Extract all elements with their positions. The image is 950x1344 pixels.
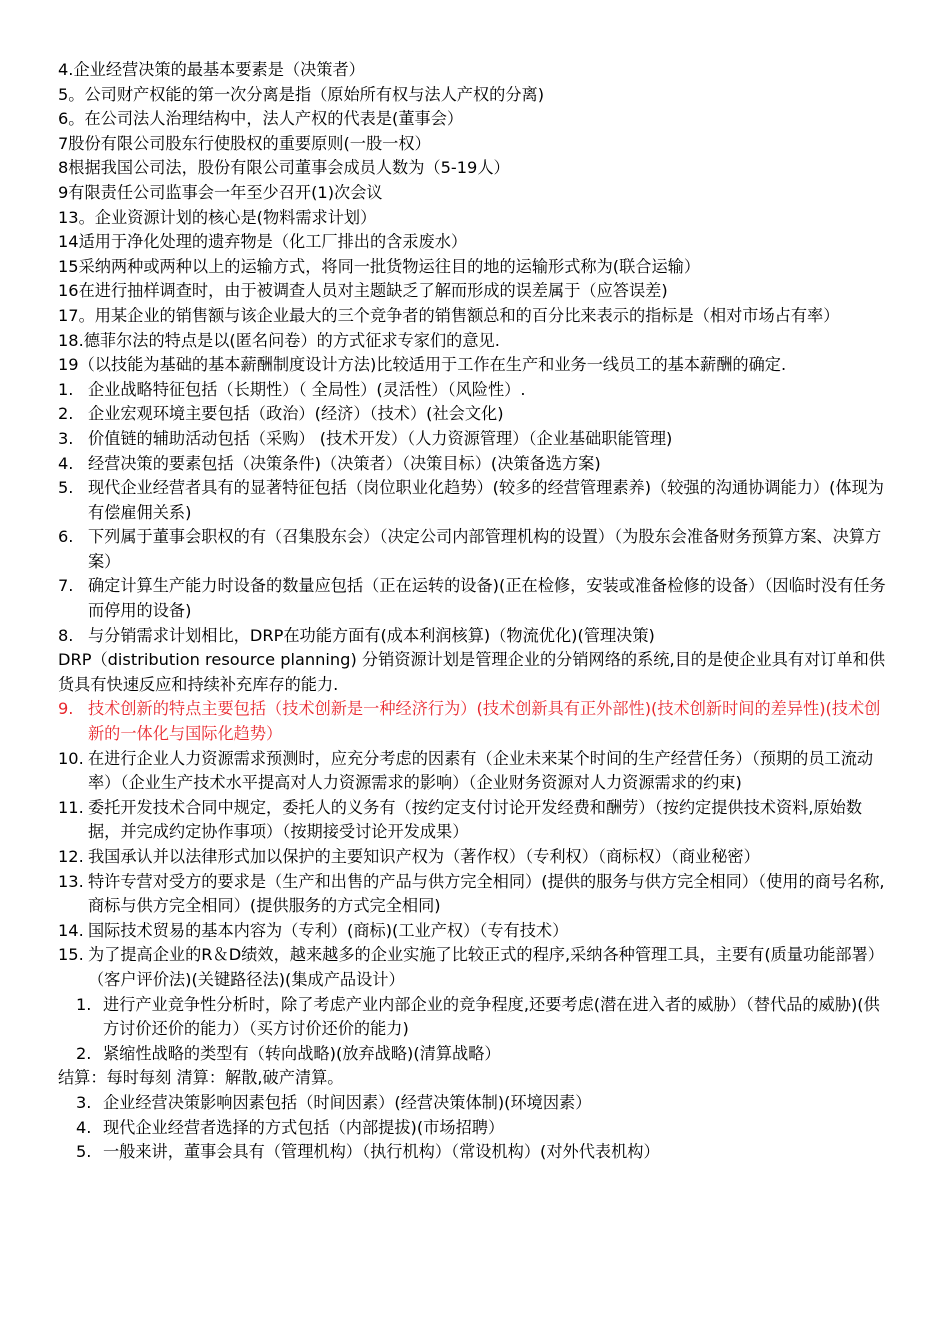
item-number: 9. <box>58 699 74 719</box>
item-number: 1. <box>58 379 74 399</box>
drp-definition: DRP（distribution resource planning) 分销资源计划是管理企业的分销网络的系统,目的是使企业具有对订单和供货具有快速反应和持续补充库存的能力. <box>58 650 886 694</box>
list-item <box>76 1091 894 1116</box>
list-item <box>76 993 894 1042</box>
item-text: 委托开发技术合同中规定，委托人的义务有（按约定支付讨论开发经费和酬劳）（按约定提供技术资料,原始数据，并完成约定协作事项）（按期接受讨论开发成果） <box>88 797 863 842</box>
item-text: 紧缩性战略的类型有（转向战略)(放弃战略)(清算战略） <box>103 1043 501 1063</box>
item-text: 确定计算生产能力时设备的数量应包括（正在运转的设备)(正在检修，安装或准备检修的设备）（因临时没有任务而停用的设备) <box>88 576 886 621</box>
question-line: 9有限责任公司监事会一年至少召开(1)次会议 <box>58 182 383 202</box>
item-number: 4. <box>58 453 74 473</box>
item-number: 14. <box>58 920 84 940</box>
question-line: 17。用某企业的销售额与该企业最大的三个竞争者的销售额总和的百分比来表示的指标是（相对市场占有率） <box>58 305 840 325</box>
question-line: 18.德菲尔法的特点是以(匿名问卷）的方式征求专家们的意见. <box>58 330 500 350</box>
item-number: 2. <box>76 1043 92 1063</box>
list-item <box>58 427 894 452</box>
list-item <box>58 402 894 427</box>
item-text: 在进行企业人力资源需求预测时，应充分考虑的因素有（企业未来某个时间的生产经营任务）（预期的员工流动率）（企业生产技术水平提高对人力资源需求的影响）（企业财务资源对人力资源需求的约束) <box>88 748 874 793</box>
item-text: 企业宏观环境主要包括（政治）(经济）（技术）(社会文化) <box>88 404 504 424</box>
item-number: 10. <box>58 748 84 768</box>
item-number: 5. <box>58 478 74 498</box>
list-item <box>76 1116 894 1141</box>
item-number: 2. <box>58 404 74 424</box>
question-line: 15采纳两种或两种以上的运输方式，将同一批货物运往目的地的运输形式称为(联合运输） <box>58 256 701 276</box>
list-item <box>58 919 894 944</box>
item-text: 我国承认并以法律形式加以保护的主要知识产权为（著作权）（专利权）（商标权）（商业秘密） <box>88 847 760 866</box>
item-number: 11. <box>58 797 84 817</box>
list-item <box>58 943 894 992</box>
list-item <box>58 624 894 649</box>
item-text: 与分销需求计划相比，DRP在功能方面有(成本利润核算)（物流优化)(管理决策) <box>88 625 655 645</box>
list-item <box>58 574 894 623</box>
numbered-list-a <box>58 378 894 649</box>
question-line: 8根据我国公司法，股份有限公司董事会成员人数为（5-19人） <box>58 158 510 178</box>
list-item <box>58 870 894 919</box>
list-item <box>58 747 894 796</box>
item-number: 1. <box>76 994 92 1014</box>
list-item <box>58 525 894 574</box>
document-page <box>58 58 894 1165</box>
item-number: 13. <box>58 871 84 891</box>
settlement-note: 结算：每时每刻 清算：解散,破产清算。 <box>58 1068 344 1088</box>
item-number: 5. <box>76 1142 92 1162</box>
list-item <box>76 1042 894 1067</box>
numbered-list-d <box>58 1091 894 1165</box>
item-text: 下列属于董事会职权的有（召集股东会）（决定公司内部管理机构的设置）（为股东会准备财务预算方案、决算方案） <box>88 527 882 571</box>
list-item <box>76 1140 894 1165</box>
question-line: 14适用于净化处理的遗弃物是（化工厂排出的含汞废水） <box>58 232 468 252</box>
question-line: 7股份有限公司股东行使股权的重要原则(一股一权） <box>58 133 431 153</box>
item-text: 国际技术贸易的基本内容为（专利）(商标)(工业产权）（专有技术） <box>88 920 569 940</box>
item-text: 经营决策的要素包括（决策条件)（决策者）（决策目标）(决策备选方案) <box>88 453 601 473</box>
list-item <box>58 476 894 525</box>
question-line: 6。在公司法人治理结构中，法人产权的代表是(董事会） <box>58 109 464 129</box>
item-number: 15. <box>58 945 84 965</box>
item-text: 一般来讲，董事会具有（管理机构）（执行机构）（常设机构）(对外代表机构） <box>103 1142 660 1162</box>
list-item <box>58 452 894 477</box>
numbered-list-b <box>58 697 894 992</box>
item-number: 8. <box>58 625 74 645</box>
question-line: 5。公司财产权能的第一次分离是指（原始所有权与法人产权的分离) <box>58 84 545 104</box>
item-number: 4. <box>76 1117 92 1137</box>
intro-section <box>58 58 894 378</box>
item-text: 技术创新的特点主要包括（技术创新是一种经济行为）(技术创新具有正外部性)(技术创新时间的差异性)(技术创新的一体化与国际化趋势） <box>88 699 881 744</box>
list-item <box>58 845 894 870</box>
list-item-highlighted <box>58 697 894 746</box>
list-item <box>58 378 894 403</box>
list-item <box>58 796 894 845</box>
numbered-list-c <box>58 993 894 1067</box>
item-number: 12. <box>58 847 84 866</box>
item-text: 企业经营决策影响因素包括（时间因素）(经营决策体制)(环境因素） <box>103 1092 592 1112</box>
item-text: 进行产业竞争性分析时，除了考虑产业内部企业的竞争程度,还要考虑(潜在进入者的威胁）（替代品的威胁)(供方讨价还价的能力）（买方讨价还价的能力) <box>103 994 880 1039</box>
item-text: 现代企业经营者具有的显著特征包括（岗位职业化趋势）(较多的经营管理素养)（较强的沟通协调能力）(体现为有偿雇佣关系) <box>88 478 884 522</box>
item-number: 3. <box>76 1092 92 1112</box>
item-text: 价值链的辅助活动包括（采购） (技术开发）（人力资源管理）（企业基础职能管理) <box>88 428 673 448</box>
question-line: 16在进行抽样调查时，由于被调查人员对主题缺乏了解而形成的误差属于（应答误差) <box>58 281 668 301</box>
item-text: 现代企业经营者选择的方式包括（内部提拔)(市场招聘） <box>103 1117 505 1137</box>
question-line: 19（以技能为基础的基本薪酬制度设计方法)比较适用于工作在生产和业务一线员工的基本薪酬的确定. <box>58 355 787 375</box>
item-number: 3. <box>58 428 74 448</box>
item-number: 7. <box>58 576 74 596</box>
item-text: 为了提高企业的R＆D绩效，越来越多的企业实施了比较正式的程序,采纳各种管理工具，主要有(质量功能部署）（客户评价法)(关键路径法)(集成产品设计） <box>88 945 884 989</box>
item-text: 特许专营对受方的要求是（生产和出售的产品与供方完全相同）(提供的服务与供方完全相同）（使用的商号名称,商标与供方完全相同）(提供服务的方式完全相同) <box>88 871 885 916</box>
item-text: 企业战略特征包括（长期性）（ 全局性）(灵活性）（风险性）. <box>88 379 526 399</box>
question-line: 4.企业经营决策的最基本要素是（决策者） <box>58 60 365 79</box>
item-number: 6. <box>58 527 74 547</box>
question-line: 13。企业资源计划的核心是(物料需求计划） <box>58 207 377 227</box>
